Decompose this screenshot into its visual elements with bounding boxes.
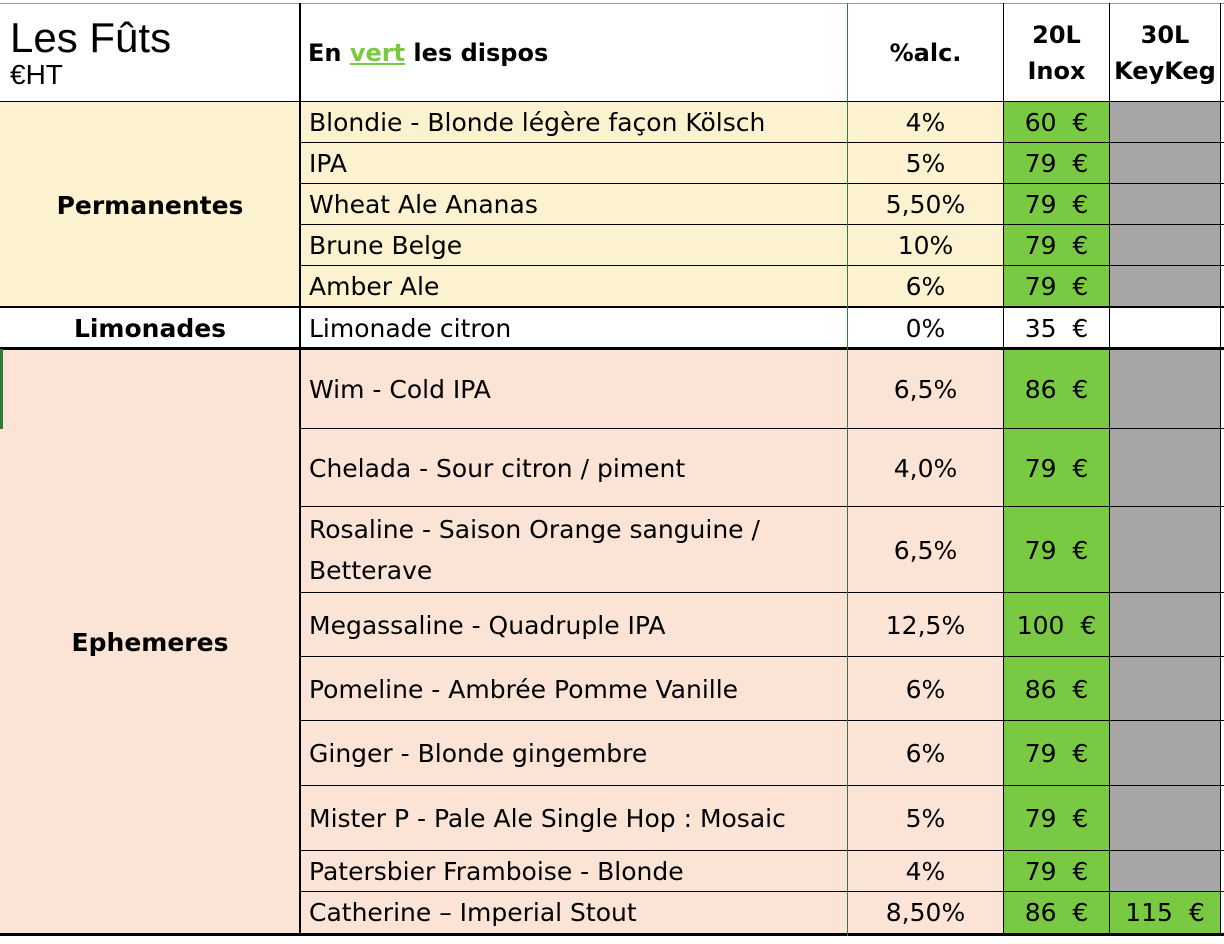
beer-name-cell: Amber Ale [309,272,440,301]
price-20l-cell: 79 € [1004,851,1109,892]
price-30l-cell [1110,143,1220,184]
alcohol-cell: 6,5% [893,374,958,404]
legend-prefix: En [308,39,350,67]
beer-name-cell: Pomeline - Ambrée Pomme Vanille [309,674,739,704]
price-20l-cell: 35 € [1004,308,1109,349]
alcohol-cell: 6% [905,674,946,704]
group-label-ephemeres: Ephemeres [71,627,229,657]
page-title: Les Fûts [10,14,172,61]
grid-line-limonades-bottom [0,347,1224,350]
grid-line-table-bottom [0,933,1224,936]
price-20l-cell: 79 € [1004,225,1109,266]
alcohol-header: %alc. [889,39,962,67]
beer-name-cell: Blondie - Blonde légère façon Kölsch [309,108,766,137]
price-20l-cell: 79 € [1004,266,1109,307]
beer-name-cell: Ginger - Blonde gingembre [309,739,648,768]
currency-note: €HT [10,59,63,90]
price-20l-cell: 79 € [1004,143,1109,184]
price-30l-cell [1110,308,1220,349]
price-30l-cell [1110,184,1220,225]
price-30l-cell [1110,657,1220,721]
price-30l-cell [1110,507,1220,593]
beer-name-cell: Mister P - Pale Ale Single Hop : Mosaic [309,804,786,833]
price-30l-cell [1110,102,1220,143]
price-20l-cell: 86 € [1004,892,1109,933]
keg-20l-header [1003,4,1110,102]
price-20l-cell: 79 € [1004,786,1109,851]
grid-line-left-accent [0,349,3,429]
alcohol-cell: 5% [905,804,946,833]
beer-name-cell: Limonade citron [309,314,512,343]
legend-suffix: les dispos [405,39,549,67]
price-30l-cell [1110,851,1220,892]
grid-line-col1 [299,3,301,936]
group-label-permanentes: Permanentes [56,190,244,220]
alcohol-cell: 4,0% [893,453,958,483]
beer-name-cell: Wheat Ale Ananas [309,190,538,219]
price-20l-cell: 86 € [1004,657,1109,721]
table-title-cell [0,4,300,102]
alcohol-cell: 10% [897,231,954,260]
price-20l-cell: 60 € [1004,102,1109,143]
keg-20l-header-line1: 20L [1032,21,1081,49]
grid-line-col5 [1220,3,1221,936]
price-30l-cell [1110,225,1220,266]
group-label-limonades: Limonades [73,314,227,343]
grid-line-col4 [1109,3,1110,936]
price-20l-cell: 79 € [1004,429,1109,507]
alcohol-cell: 0% [905,314,946,343]
grid-line-col3 [1003,3,1004,936]
beer-name-cell: Megassaline - Quadruple IPA [309,610,666,640]
alcohol-cell: 4% [905,108,946,137]
price-20l-cell: 100 € [1004,593,1109,657]
price-20l-cell: 79 € [1004,507,1109,593]
price-30l-cell [1110,721,1220,786]
beer-name-cell: Chelada - Sour citron / piment [309,453,686,483]
grid-line-permanentes-bottom [0,306,1224,308]
beer-name-cell: IPA [309,149,347,178]
alcohol-cell: 6% [905,739,946,768]
price-30l-cell [1110,593,1220,657]
keg-30l-header-line2: KeyKeg [1114,57,1216,85]
price-20l-cell: 79 € [1004,721,1109,786]
alcohol-cell: 12,5% [885,610,966,640]
keg-20l-header-line2: Inox [1027,57,1086,85]
alcohol-cell: 6,5% [893,535,958,565]
grid-line-top [0,3,1224,4]
grid-line-header-bottom [0,101,1224,102]
legend-header [300,4,848,102]
grid-line-col2 [847,3,848,936]
alcohol-cell: 4% [905,857,946,886]
price-20l-cell: 79 € [1004,184,1109,225]
beer-name-cell: Catherine – Imperial Stout [309,898,637,927]
price-30l-cell [1110,349,1220,429]
alcohol-cell: 6% [905,272,946,301]
price-20l-cell: 86 € [1004,349,1109,429]
legend-green-word: vert [349,39,406,67]
price-30l-cell [1110,786,1220,851]
beer-name-cell: Wim - Cold IPA [309,374,491,404]
price-30l-cell [1110,429,1220,507]
keg-30l-header-line1: 30L [1140,21,1190,49]
keg-30l-header [1110,4,1220,102]
alcohol-cell: 5% [905,149,946,178]
alcohol-cell: 8,50% [885,898,966,927]
alcohol-cell: 5,50% [885,190,966,219]
beer-name-cell: Brune Belge [309,231,463,260]
beer-name-cell: Patersbier Framboise - Blonde [309,857,684,886]
price-30l-cell: 115 € [1110,892,1220,933]
beer-name-cell: Rosaline - Saison Orange sanguine / Betterave [309,515,760,585]
price-30l-cell [1110,266,1220,307]
